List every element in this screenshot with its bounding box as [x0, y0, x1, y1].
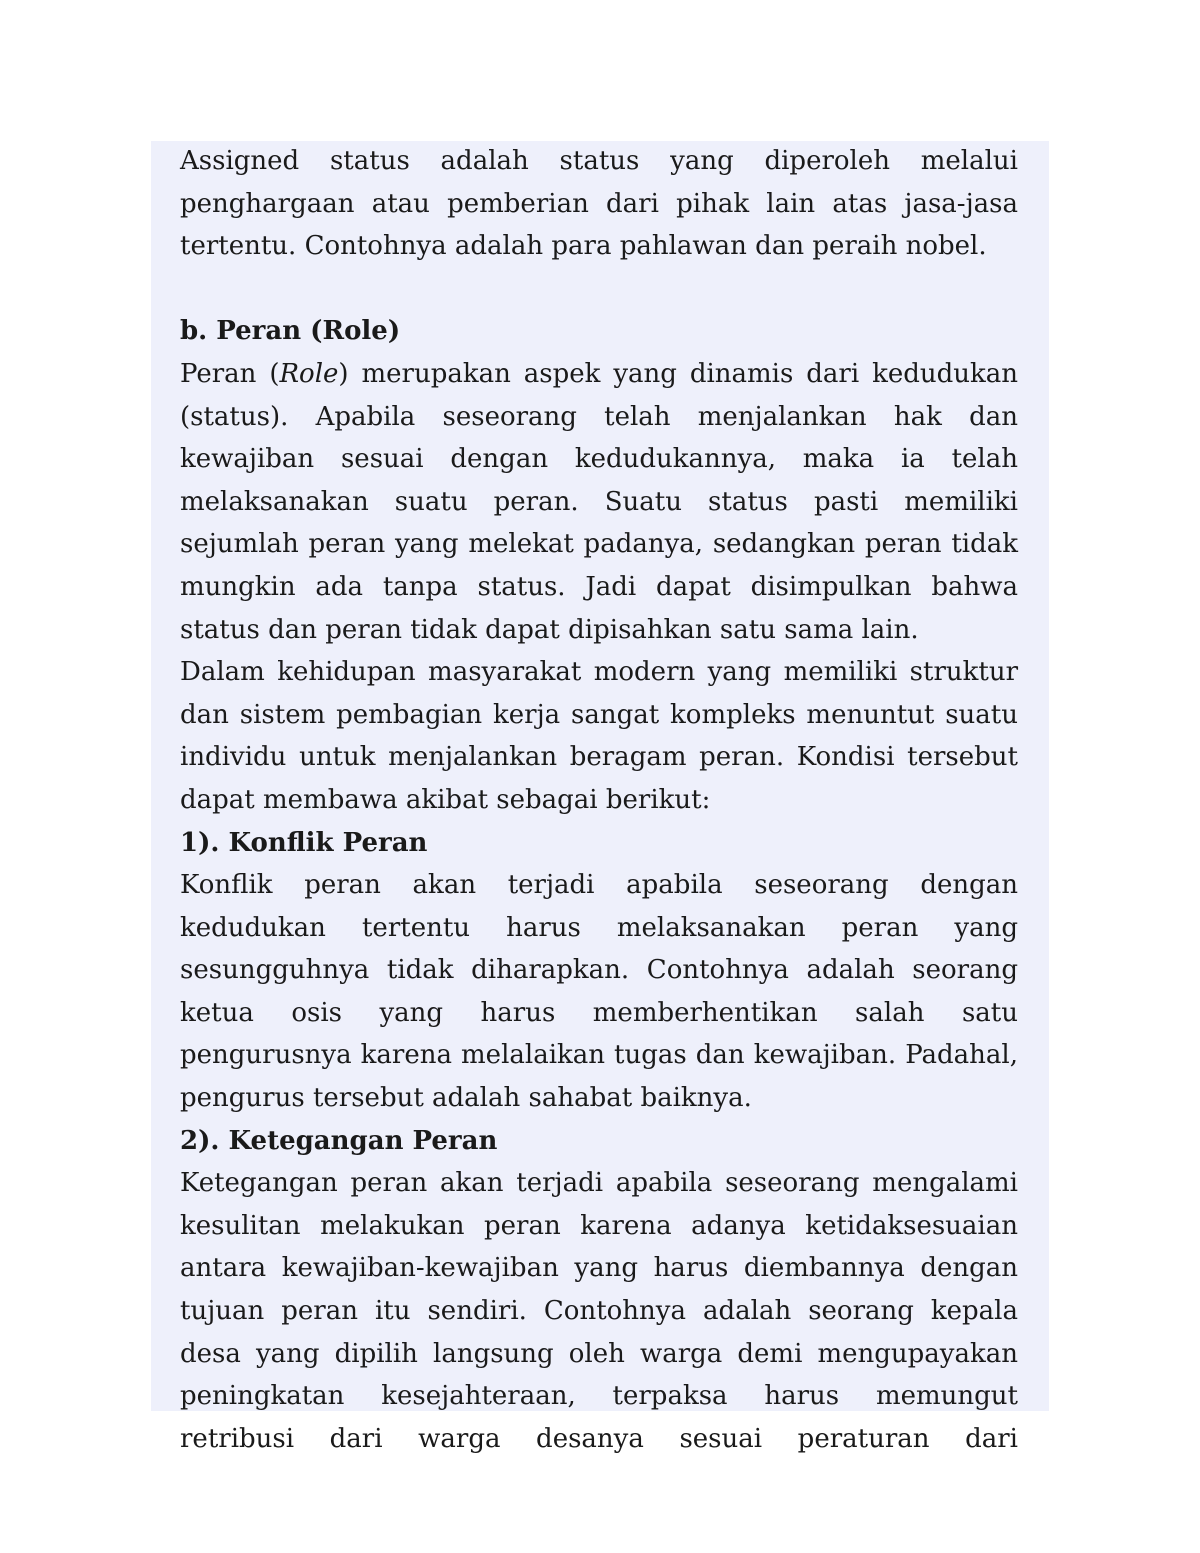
- paragraph-ketegangan-peran: Ketegangan peran akan terjadi apabila seseorang mengalami kesulitan melakukan peran karena adanya ketidaksesuaian antara kewajiban-kewajiban yang harus diembannya dengan tujuan peran itu sendiri. Contohnya adalah seorang kepala desa yang dipilih langsung oleh warga demi mengupayakan peningkatan kesejahteraan, terpaksa harus memungut retribusi dari warga desanya sesuai peraturan dari: [180, 1168, 1018, 1454]
- paragraph-konflik-peran: Konflik peran akan terjadi apabila seseorang dengan kedudukan tertentu harus melaksanakan peran yang sesungguhnya tidak diharapkan. Contohnya adalah seorang ketua osis yang harus memberhentikan salah satu pengurusnya karena melalaikan tugas dan kewajiban. Padahal, pengurus tersebut adalah sahabat baiknya.: [180, 870, 1018, 1114]
- peran-text-start: Peran (: [180, 358, 280, 389]
- peran-text-rest: ) merupakan aspek yang dinamis dari kedudukan (status). Apabila seseorang telah menjalankan hak dan kewajiban sesuai dengan kedudukannya, maka ia telah melaksanakan suatu peran. Suatu status pasti memiliki sejumlah peran yang melekat padanya, sedangkan peran tidak mungkin ada tanpa status. Jadi dapat disimpulkan bahwa status dan peran tidak dapat dipisahkan satu sama lain.: [180, 358, 1019, 645]
- paragraph-peran-modern: Dalam kehidupan masyarakat modern yang memiliki struktur dan sistem pembagian kerja sangat kompleks menuntut suatu individu untuk menjalankan beragam peran. Kondisi tersebut dapat membawa akibat sebagai berikut:: [180, 657, 1018, 815]
- heading-peran: b. Peran (Role): [180, 316, 401, 347]
- heading-ketegangan-peran: 2). Ketegangan Peran: [180, 1125, 498, 1156]
- heading-konflik-peran: 1). Konflik Peran: [180, 827, 428, 858]
- paragraph-assigned-status: Assigned status adalah status yang diperoleh melalui penghargaan atau pemberian dari pihak lain atas jasa-jasa tertentu. Contohnya adalah para pahlawan dan peraih nobel.: [180, 146, 1018, 262]
- paragraph-peran-definition: [180, 353, 1018, 651]
- paragraph-spacer: [180, 268, 1018, 311]
- role-italic-term: Role: [279, 358, 339, 389]
- document-body: [180, 140, 1018, 1460]
